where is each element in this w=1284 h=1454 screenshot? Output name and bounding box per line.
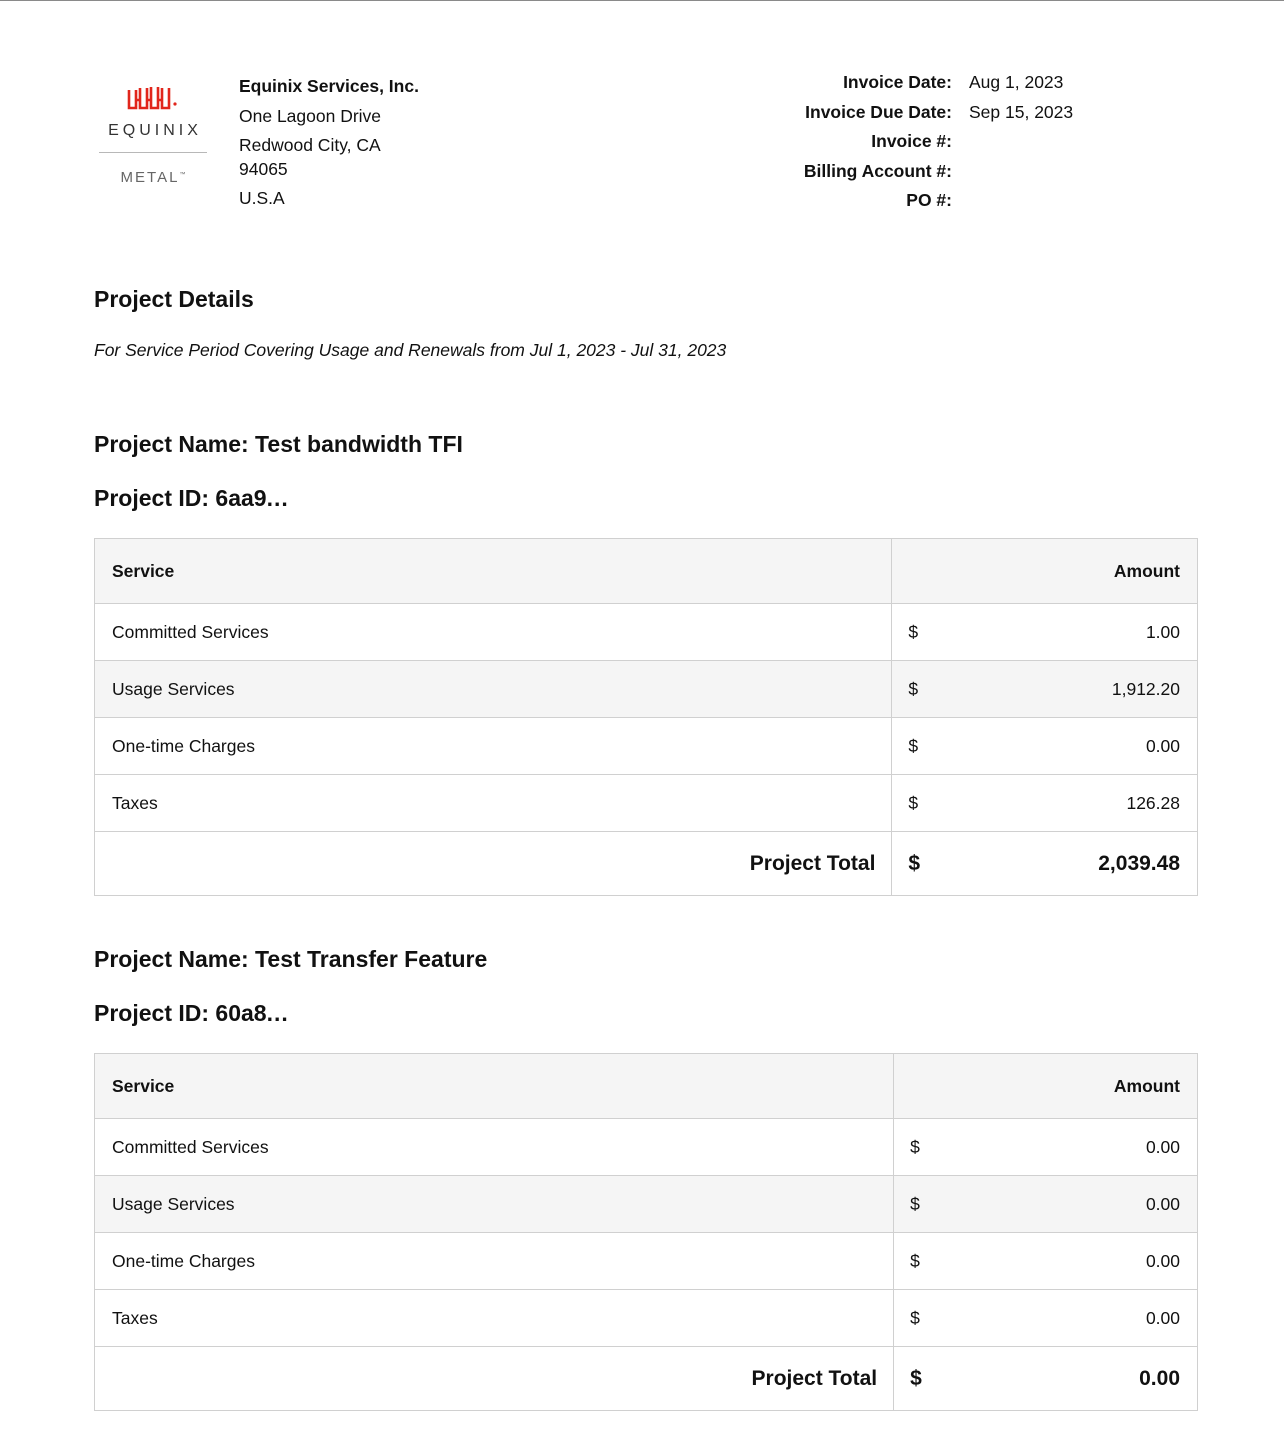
amount-value: 1.00 bbox=[1145, 621, 1180, 642]
currency-symbol: $ bbox=[910, 1136, 920, 1157]
currency-symbol: $ bbox=[910, 1250, 920, 1271]
amount-cell bbox=[892, 718, 1198, 775]
equinix-logo-mark-icon bbox=[125, 84, 181, 116]
service-cell: Usage Services bbox=[95, 1176, 894, 1233]
amount-cell bbox=[892, 604, 1198, 661]
service-cell: Taxes bbox=[95, 1290, 894, 1347]
project-details-heading: Project Details bbox=[94, 286, 254, 312]
invoice-due-date-value: Sep 15, 2023 bbox=[969, 101, 1074, 122]
page-top-border bbox=[0, 0, 1284, 1]
project-id-ellipsis: ... bbox=[266, 485, 289, 511]
billing-account-row bbox=[700, 161, 1120, 191]
amount-value: 0.00 bbox=[1145, 1136, 1180, 1157]
address-line: U.S.A bbox=[239, 188, 285, 208]
service-cell: One-time Charges bbox=[95, 1233, 894, 1290]
service-column-header: Service bbox=[95, 539, 892, 604]
table-row bbox=[95, 1176, 1198, 1233]
amount-cell bbox=[894, 1290, 1198, 1347]
address-line: Redwood City, CA bbox=[239, 135, 381, 155]
amount-column-header: Amount bbox=[892, 539, 1198, 604]
invoice-due-date-label: Invoice Due Date: bbox=[805, 101, 952, 122]
project-charges-table bbox=[94, 1053, 1198, 1411]
service-cell: Taxes bbox=[95, 775, 892, 832]
invoice-date-row bbox=[700, 72, 1120, 102]
service-cell: Committed Services bbox=[95, 604, 892, 661]
amount-cell bbox=[894, 1176, 1198, 1233]
project-total-row bbox=[95, 1347, 1198, 1411]
project-id-text: Project ID: 60a8 bbox=[94, 1000, 267, 1026]
service-cell: One-time Charges bbox=[95, 718, 892, 775]
billing-account-label: Billing Account #: bbox=[803, 160, 952, 181]
service-period: For Service Period Covering Usage and Renewals from Jul 1, 2023 - Jul 31, 2023 bbox=[94, 340, 727, 360]
currency-symbol: $ bbox=[910, 1193, 920, 1214]
amount-cell bbox=[892, 775, 1198, 832]
amount-value: 1,912.20 bbox=[1111, 678, 1180, 699]
company-name: Equinix Services, Inc. bbox=[239, 76, 419, 96]
project-id-text: Project ID: 6aa9 bbox=[94, 485, 267, 511]
amount-cell bbox=[892, 661, 1198, 718]
po-number-row bbox=[700, 190, 1120, 220]
invoice-due-date-row bbox=[700, 102, 1120, 132]
table-row bbox=[95, 604, 1198, 661]
logo-submark bbox=[98, 169, 208, 186]
currency-symbol: $ bbox=[908, 792, 919, 813]
project-total-label: Project Total bbox=[95, 832, 892, 896]
invoice-number-row bbox=[700, 131, 1120, 161]
project-charges-table bbox=[94, 538, 1198, 896]
logo-trademark: ™ bbox=[179, 172, 186, 178]
currency-symbol: $ bbox=[910, 1307, 920, 1328]
logo-divider bbox=[99, 152, 207, 153]
po-number-label: PO #: bbox=[906, 190, 952, 210]
invoice-date-label: Invoice Date: bbox=[843, 72, 952, 92]
address-line: 94065 bbox=[239, 159, 288, 179]
total-currency-symbol: $ bbox=[908, 851, 921, 875]
equinix-metal-logo bbox=[98, 84, 208, 186]
project-total-row bbox=[95, 832, 1198, 896]
table-row bbox=[95, 1119, 1198, 1176]
table-row bbox=[95, 718, 1198, 775]
amount-cell bbox=[894, 1233, 1198, 1290]
total-currency-symbol: $ bbox=[910, 1366, 922, 1390]
invoice-number-label: Invoice #: bbox=[871, 131, 952, 151]
table-row bbox=[95, 661, 1198, 718]
project-total-cell bbox=[894, 1347, 1198, 1411]
service-cell: Usage Services bbox=[95, 661, 892, 718]
table-header-row bbox=[95, 539, 1198, 604]
project-total-value: 2,039.48 bbox=[1098, 851, 1180, 875]
project-name-title: Project Name: Test bandwidth TFI bbox=[94, 431, 463, 457]
invoice-date-value: Aug 1, 2023 bbox=[969, 72, 1064, 92]
service-cell: Committed Services bbox=[95, 1119, 894, 1176]
amount-cell bbox=[894, 1119, 1198, 1176]
project-id-title bbox=[94, 485, 289, 512]
amount-value: 0.00 bbox=[1145, 1307, 1180, 1328]
project-id-title bbox=[94, 1000, 289, 1027]
service-column-header: Service bbox=[95, 1054, 894, 1119]
table-row bbox=[95, 775, 1198, 832]
table-row bbox=[95, 1233, 1198, 1290]
logo-submark-text: METAL bbox=[120, 169, 180, 186]
amount-value: 0.00 bbox=[1145, 1250, 1180, 1271]
logo-wordmark: EQUINIX bbox=[108, 122, 202, 139]
project-name-title: Project Name: Test Transfer Feature bbox=[94, 946, 488, 972]
currency-symbol: $ bbox=[908, 735, 919, 756]
project-id-ellipsis: ... bbox=[266, 1000, 289, 1026]
amount-value: 0.00 bbox=[1145, 735, 1180, 756]
address-line: One Lagoon Drive bbox=[239, 106, 382, 126]
currency-symbol: $ bbox=[908, 678, 919, 699]
project-total-value: 0.00 bbox=[1139, 1366, 1180, 1390]
amount-value: 126.28 bbox=[1126, 792, 1180, 813]
amount-column-header: Amount bbox=[894, 1054, 1198, 1119]
project-total-label: Project Total bbox=[95, 1347, 894, 1411]
currency-symbol: $ bbox=[908, 621, 919, 642]
amount-value: 0.00 bbox=[1145, 1193, 1180, 1214]
table-header-row bbox=[95, 1054, 1198, 1119]
project-total-cell bbox=[892, 832, 1198, 896]
table-row bbox=[95, 1290, 1198, 1347]
invoice-meta bbox=[700, 72, 1120, 220]
